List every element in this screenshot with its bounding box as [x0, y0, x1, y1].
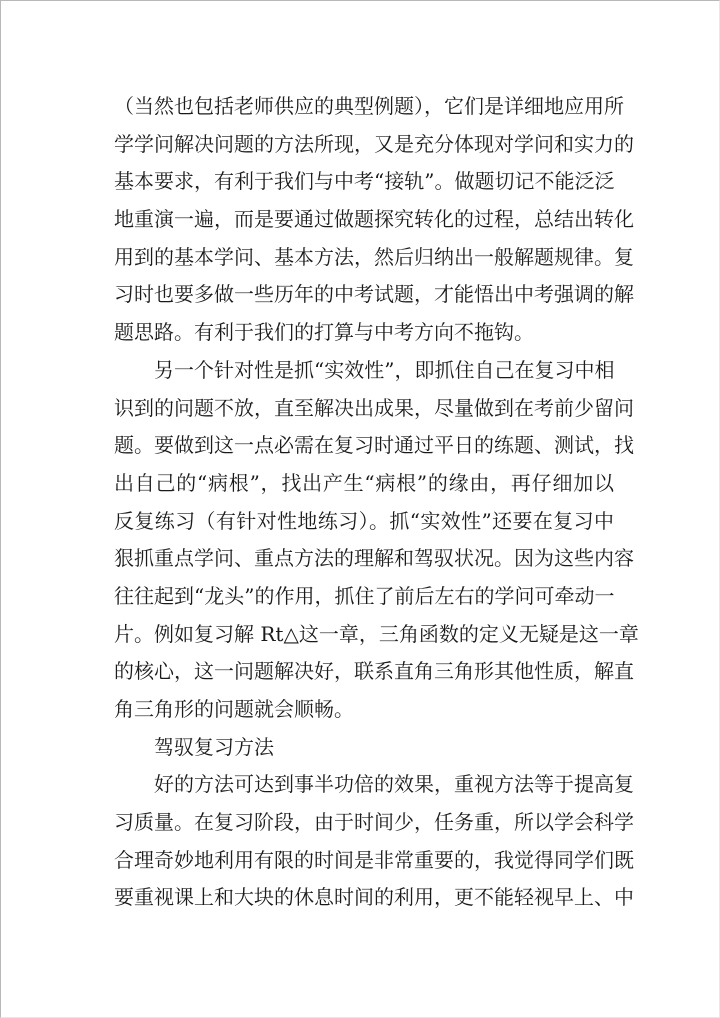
text-line: 往往起到“龙头”的作用，抓住了前后左右的学问可牵动一: [114, 583, 615, 608]
text-line: 学学问解决问题的方法所现，又是充分体现对学问和实力的: [114, 131, 634, 156]
text-line: 要重视课上和大块的休息时间的利用，更不能轻视早上、中: [114, 885, 634, 910]
text-line: 基本要求，有利于我们与中考“接轨”。做题切记不能泛泛: [114, 169, 615, 194]
text-line: 片。例如复习解 Rt△这一章，三角函数的定义无疑是这一章: [114, 621, 639, 646]
paragraph-start-line: 好的方法可达到事半功倍的效果，重视方法等于提高复: [154, 772, 634, 797]
text-line: 习质量。在复习阶段，由于时间少，任务重，所以学会科学: [114, 810, 634, 835]
text-line: 狠抓重点学问、重点方法的理解和驾驭状况。因为这些内容: [114, 546, 634, 571]
document-body: [114, 88, 639, 917]
text-line: 习时也要多做一些历年的中考试题，才能悟出中考强调的解: [114, 282, 634, 307]
text-line: 反复练习（有针对性地练习）。抓“实效性”还要在复习中: [114, 508, 614, 533]
text-line: （当然也包括老师供应的典型例题），它们是详细地应用所: [114, 94, 624, 118]
text-line: 合理奇妙地利用有限的时间是非常重要的，我觉得同学们既: [114, 847, 634, 872]
text-line: 的核心，这一问题解决好，联系直角三角形其他性质，解直: [114, 659, 634, 684]
text-line: 用到的基本学问、基本方法，然后归纳出一般解题规律。复: [114, 244, 634, 269]
section-heading: 驾驭复习方法: [154, 734, 274, 759]
text-line: 题。要做到这一点必需在复习时通过平日的练题、测试，找: [114, 433, 634, 458]
text-line: 识到的问题不放，直至解决出成果，尽量做到在考前少留问: [114, 395, 634, 420]
paragraph-start-line: 另一个针对性是抓“实效性”，即抓住自己在复习中相: [154, 357, 615, 382]
text-line: 角三角形的问题就会顺畅。: [114, 697, 354, 721]
text-line: 地重演一遍，而是要通过做题探究转化的过程，总结出转化: [114, 207, 634, 232]
text-line: 出自己的“病根”，找出产生“病根”的缘由，再仔细加以: [114, 470, 614, 495]
text-line: 题思路。有利于我们的打算与中考方向不拖钩。: [114, 320, 534, 345]
